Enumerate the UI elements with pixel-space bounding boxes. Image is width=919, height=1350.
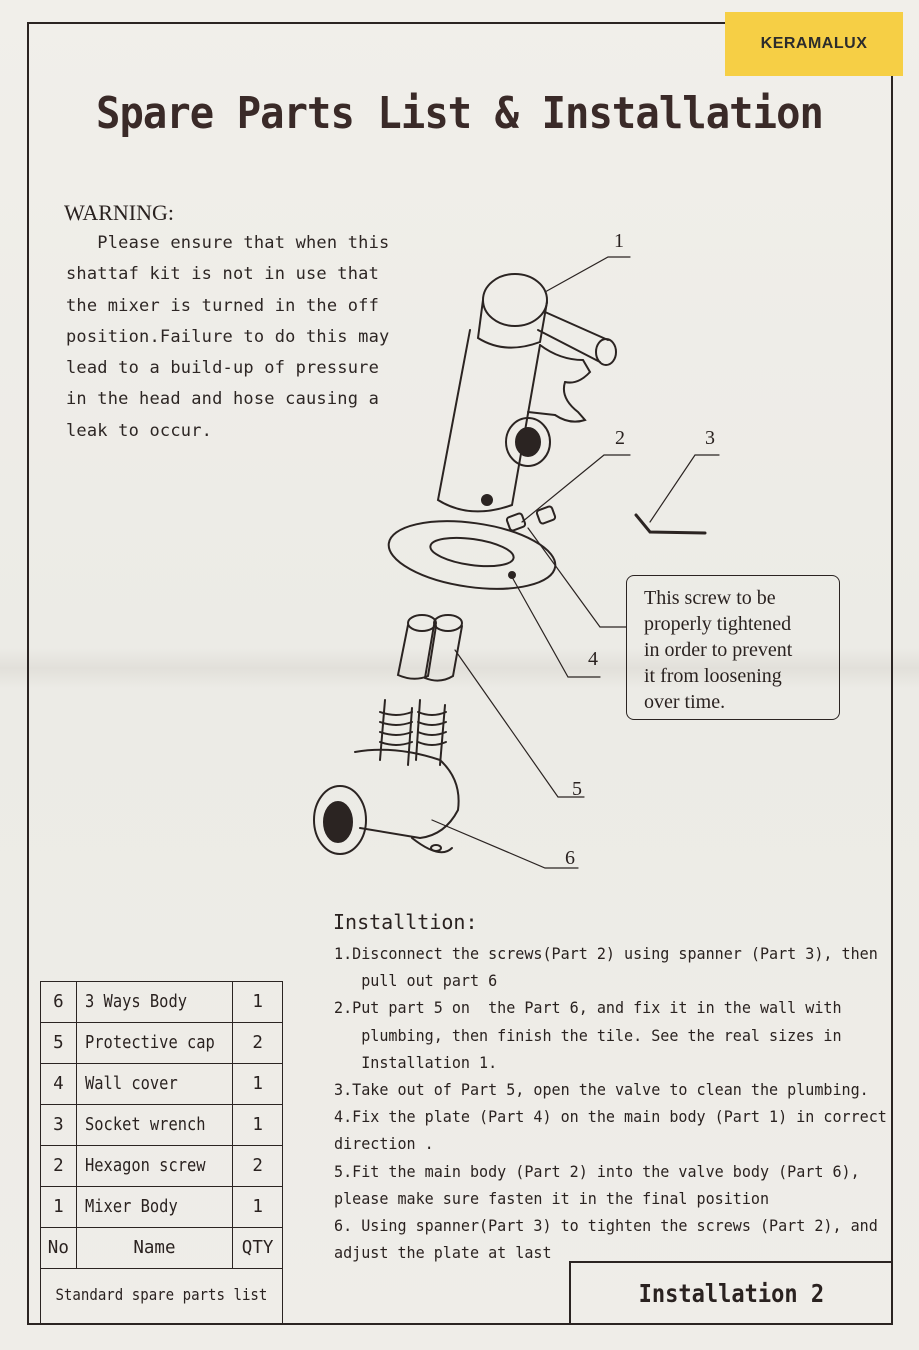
mixer-body-drawing xyxy=(438,274,616,511)
table-row xyxy=(41,982,283,1023)
part-qty: 1 xyxy=(233,1105,283,1146)
part-label-2: 2 xyxy=(615,427,625,449)
part-name-text: Hexagon screw xyxy=(84,1156,206,1176)
part-name-text: Protective cap xyxy=(84,1033,215,1053)
part-name xyxy=(76,1187,233,1228)
installation-steps xyxy=(334,940,887,1266)
part-label-1: 1 xyxy=(614,230,624,252)
table-caption xyxy=(40,1265,283,1323)
part-qty: 1 xyxy=(233,982,283,1023)
part-name xyxy=(76,1064,233,1105)
page-title: Spare Parts List & Installation xyxy=(95,88,823,139)
installation-heading: Installtion: xyxy=(333,910,478,934)
part-name xyxy=(76,1105,233,1146)
warning-line: Please ensure that when this xyxy=(66,233,390,253)
part-name xyxy=(76,982,233,1023)
part-no: 3 xyxy=(41,1105,77,1146)
step-line: 1.Disconnect the screws(Part 2) using spanner (Part 3), then xyxy=(334,944,878,963)
part-no: 6 xyxy=(41,982,77,1023)
callout-line: This screw to be xyxy=(644,587,776,609)
table-row xyxy=(41,1187,283,1228)
part-qty: 1 xyxy=(233,1187,283,1228)
part-name-text: Wall cover xyxy=(84,1074,178,1094)
step-line: 5.Fit the main body (Part 2) into the valve body (Part 6), xyxy=(334,1161,860,1181)
warning-line: the mixer is turned in the off xyxy=(66,295,380,316)
callout-line: in order to prevent xyxy=(644,639,793,661)
step-line: 4.Fix the plate (Part 4) on the main body (Part 1) in correct xyxy=(334,1107,887,1127)
wall-cover-drawing xyxy=(384,512,559,599)
hexagon-screws-drawing xyxy=(506,506,556,532)
part-name xyxy=(76,1146,233,1187)
callout-line: properly tightened xyxy=(644,613,792,635)
part-qty: 2 xyxy=(233,1023,283,1064)
footer-label: Installation 2 xyxy=(638,1278,824,1308)
warning-line: leak to occur. xyxy=(66,420,213,441)
warning-line: lead to a build-up of pressure xyxy=(66,358,380,379)
footer-label-box xyxy=(569,1261,893,1325)
exploded-diagram xyxy=(290,220,890,880)
part-name xyxy=(76,1023,233,1064)
warning-line: in the head and hose causing a xyxy=(66,389,380,410)
part-name-text: Socket wrench xyxy=(84,1115,206,1135)
step-line: pull out part 6 xyxy=(334,971,498,991)
table-row xyxy=(41,1023,283,1064)
step-line: Installation 1. xyxy=(334,1052,498,1072)
warning-heading: WARNING: xyxy=(64,200,174,225)
part-no: 1 xyxy=(41,1187,77,1228)
step-line: plumbing, then finish the tile. See the real sizes in xyxy=(334,1025,842,1045)
table-row xyxy=(41,1064,283,1105)
table-row xyxy=(41,1146,283,1187)
callout-line: it from loosening xyxy=(644,665,782,687)
screw-callout xyxy=(626,575,840,720)
table-row xyxy=(41,1105,283,1146)
header-name: Name xyxy=(76,1228,233,1269)
header-no: No xyxy=(41,1228,77,1269)
socket-wrench-drawing xyxy=(636,515,705,533)
step-line: 6. Using spanner(Part 3) to tighten the screws (Part 2), and xyxy=(334,1216,878,1236)
part-label-5: 5 xyxy=(572,778,582,800)
part-label-3: 3 xyxy=(705,427,715,449)
spare-parts-table xyxy=(40,981,283,1269)
step-line: direction . xyxy=(334,1134,434,1154)
part-qty: 2 xyxy=(233,1146,283,1187)
step-line: 2.Put part 5 on the Part 6, and fix it in the wall with xyxy=(334,998,842,1018)
protective-caps-drawing xyxy=(398,615,462,681)
part-no: 2 xyxy=(41,1146,77,1187)
warning-line: shattaf kit is not in use that xyxy=(66,264,380,285)
three-ways-body-drawing xyxy=(314,700,459,854)
part-no: 5 xyxy=(41,1023,77,1064)
table-header-row xyxy=(41,1228,283,1269)
warning-line: position.Failure to do this may xyxy=(66,326,390,347)
part-name-text: Mixer Body xyxy=(84,1197,178,1217)
part-no: 4 xyxy=(41,1064,77,1105)
brand-logo: KERAMALUX xyxy=(725,12,903,76)
part-label-4: 4 xyxy=(588,648,598,670)
part-label-6: 6 xyxy=(565,847,575,869)
step-line: 3.Take out of Part 5, open the valve to clean the plumbing. xyxy=(334,1080,869,1100)
step-line: adjust the plate at last xyxy=(334,1243,552,1263)
step-line: please make sure fasten it in the final position xyxy=(334,1188,770,1208)
part-name-text: 3 Ways Body xyxy=(84,992,187,1012)
callout-line: over time. xyxy=(644,691,726,713)
table-caption-text: Standard spare parts list xyxy=(55,1284,268,1304)
header-qty: QTY xyxy=(233,1228,283,1269)
part-qty: 1 xyxy=(233,1064,283,1105)
